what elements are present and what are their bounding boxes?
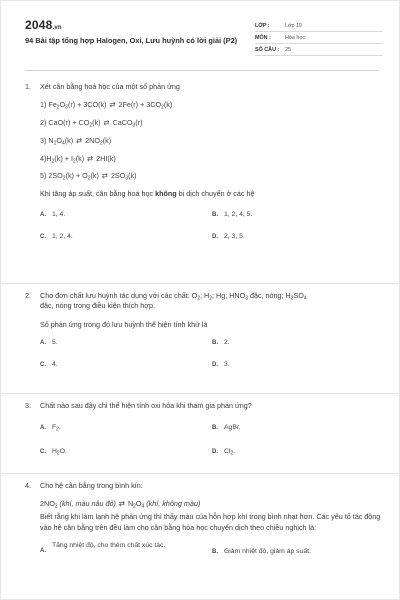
question-2	[25, 291, 381, 368]
option-b[interactable]: B. 2.	[212, 339, 230, 347]
reaction-1: 1) $Fe_2O_3(r) + 3CO(k)$ ⇄ $2Fe(r) + 3CO_2(k)$	[40, 100, 173, 111]
equilibrium-equation: $2NO_2$ (khí, màu nâu đỏ) ⇄ $N_2O_4$ (khí, không màu)	[40, 499, 201, 510]
option-b[interactable]: B. AgBr.	[212, 424, 241, 432]
question-1	[25, 82, 381, 241]
option-c[interactable]: C. $H_2O$.	[40, 448, 67, 457]
meta-key: SỐ CÂU :	[255, 46, 280, 53]
answer-options	[40, 207, 381, 241]
reaction-2: 2) $CaO(r) + CO_2(k)$ ⇄ CaCO$_3$(r)	[40, 118, 143, 129]
question-divider	[1, 393, 399, 394]
reaction-3: 3) $N_2O_4(k)$ ⇄ $2NO_2(k)$	[40, 135, 112, 147]
question-number: 1.	[25, 82, 31, 91]
question-4	[25, 481, 381, 565]
header-divider	[25, 70, 379, 71]
answer-options	[40, 535, 381, 565]
meta-key: LỚP :	[255, 22, 270, 29]
meta-row-subject	[255, 32, 383, 44]
question-divider	[1, 283, 399, 284]
document-header	[25, 17, 383, 65]
question-stem: Cho hệ cân bằng trong bình kín:	[40, 481, 143, 490]
reaction-4: $4)H_2(k) + I_2(k)$ ⇄ 2HI(k)	[40, 153, 116, 165]
meta-key: MÔN :	[255, 34, 271, 41]
option-a[interactable]: A. Tăng nhiệt độ, cho thêm chất xúc tác.	[40, 542, 166, 555]
question-prompt: Khi tăng áp suất, cân bằng hoá học không bị dịch chuyển ở các hệ	[40, 189, 255, 199]
question-prompt: Biết rằng khi làm lạnh hệ phản ứng thì thấy màu của hỗn hợp khí trong bình nhạt hơn. Các yếu tố tác động vào hệ cân bằng trên đều làm cho cân bằng hóa học chuyển dịch theo chiều nghịch là:	[40, 511, 381, 532]
question-number: 4.	[25, 481, 31, 490]
answer-options	[40, 338, 381, 368]
option-b[interactable]: B. 1, 2, 4, 5.	[212, 211, 253, 219]
reaction-5: 5) $2SO_2(k) + O_2(k)$ ⇄ $2SO_3(k)$	[40, 171, 137, 182]
brand-logo[interactable]: 2048.vn	[25, 18, 62, 32]
meta-value: 25	[285, 46, 291, 53]
meta-value: Lớp 10	[285, 22, 303, 29]
option-d[interactable]: D. $Cl_2$.	[212, 448, 236, 457]
option-b[interactable]: B. Giảm nhiệt độ, giảm áp suất.	[212, 548, 311, 556]
option-c[interactable]: C. 4.	[40, 361, 58, 369]
option-a[interactable]: A. 1, 4.	[40, 211, 66, 219]
option-c[interactable]: C. 1, 2, 4.	[40, 233, 73, 241]
option-d[interactable]: D. 2, 3, 5.	[212, 233, 245, 241]
question-number: 2.	[25, 291, 31, 300]
question-stem-cont: đặc, nóng trong điều kiện thích hợp.	[40, 301, 155, 311]
option-a[interactable]: A. 5.	[40, 339, 58, 347]
question-3	[25, 401, 381, 457]
meta-row-count	[255, 44, 383, 56]
meta-info	[255, 20, 383, 56]
meta-row-class	[255, 20, 383, 32]
question-stem: Cho đơn chất lưu huỳnh tác dụng với các chất: $O_2$; $H_2$; Hg; $HNO_3$ đặc, nóng; $H_2SO_4$	[40, 291, 307, 302]
document-title: 94 Bài tập tổng hợp Halogen, Oxi, Lưu huỳnh có lời giải (P2)	[25, 36, 238, 45]
option-d[interactable]: D. 3.	[212, 361, 230, 369]
answer-options	[40, 419, 381, 457]
question-number: 3.	[25, 401, 31, 410]
question-prompt: Số phản ứng trong đó lưu huỳnh thể hiện tính khử là	[40, 319, 208, 329]
option-a[interactable]: A. $F_2$.	[40, 424, 61, 433]
question-stem: Xét cân bằng hoá học của một số phản ứng	[40, 82, 180, 91]
question-divider	[1, 473, 399, 474]
meta-value: Hóa học	[285, 34, 306, 41]
question-prompt: Chất nào sau đây chỉ thể hiện tính oxi hóa khi tham gia phản ứng?	[40, 401, 252, 410]
